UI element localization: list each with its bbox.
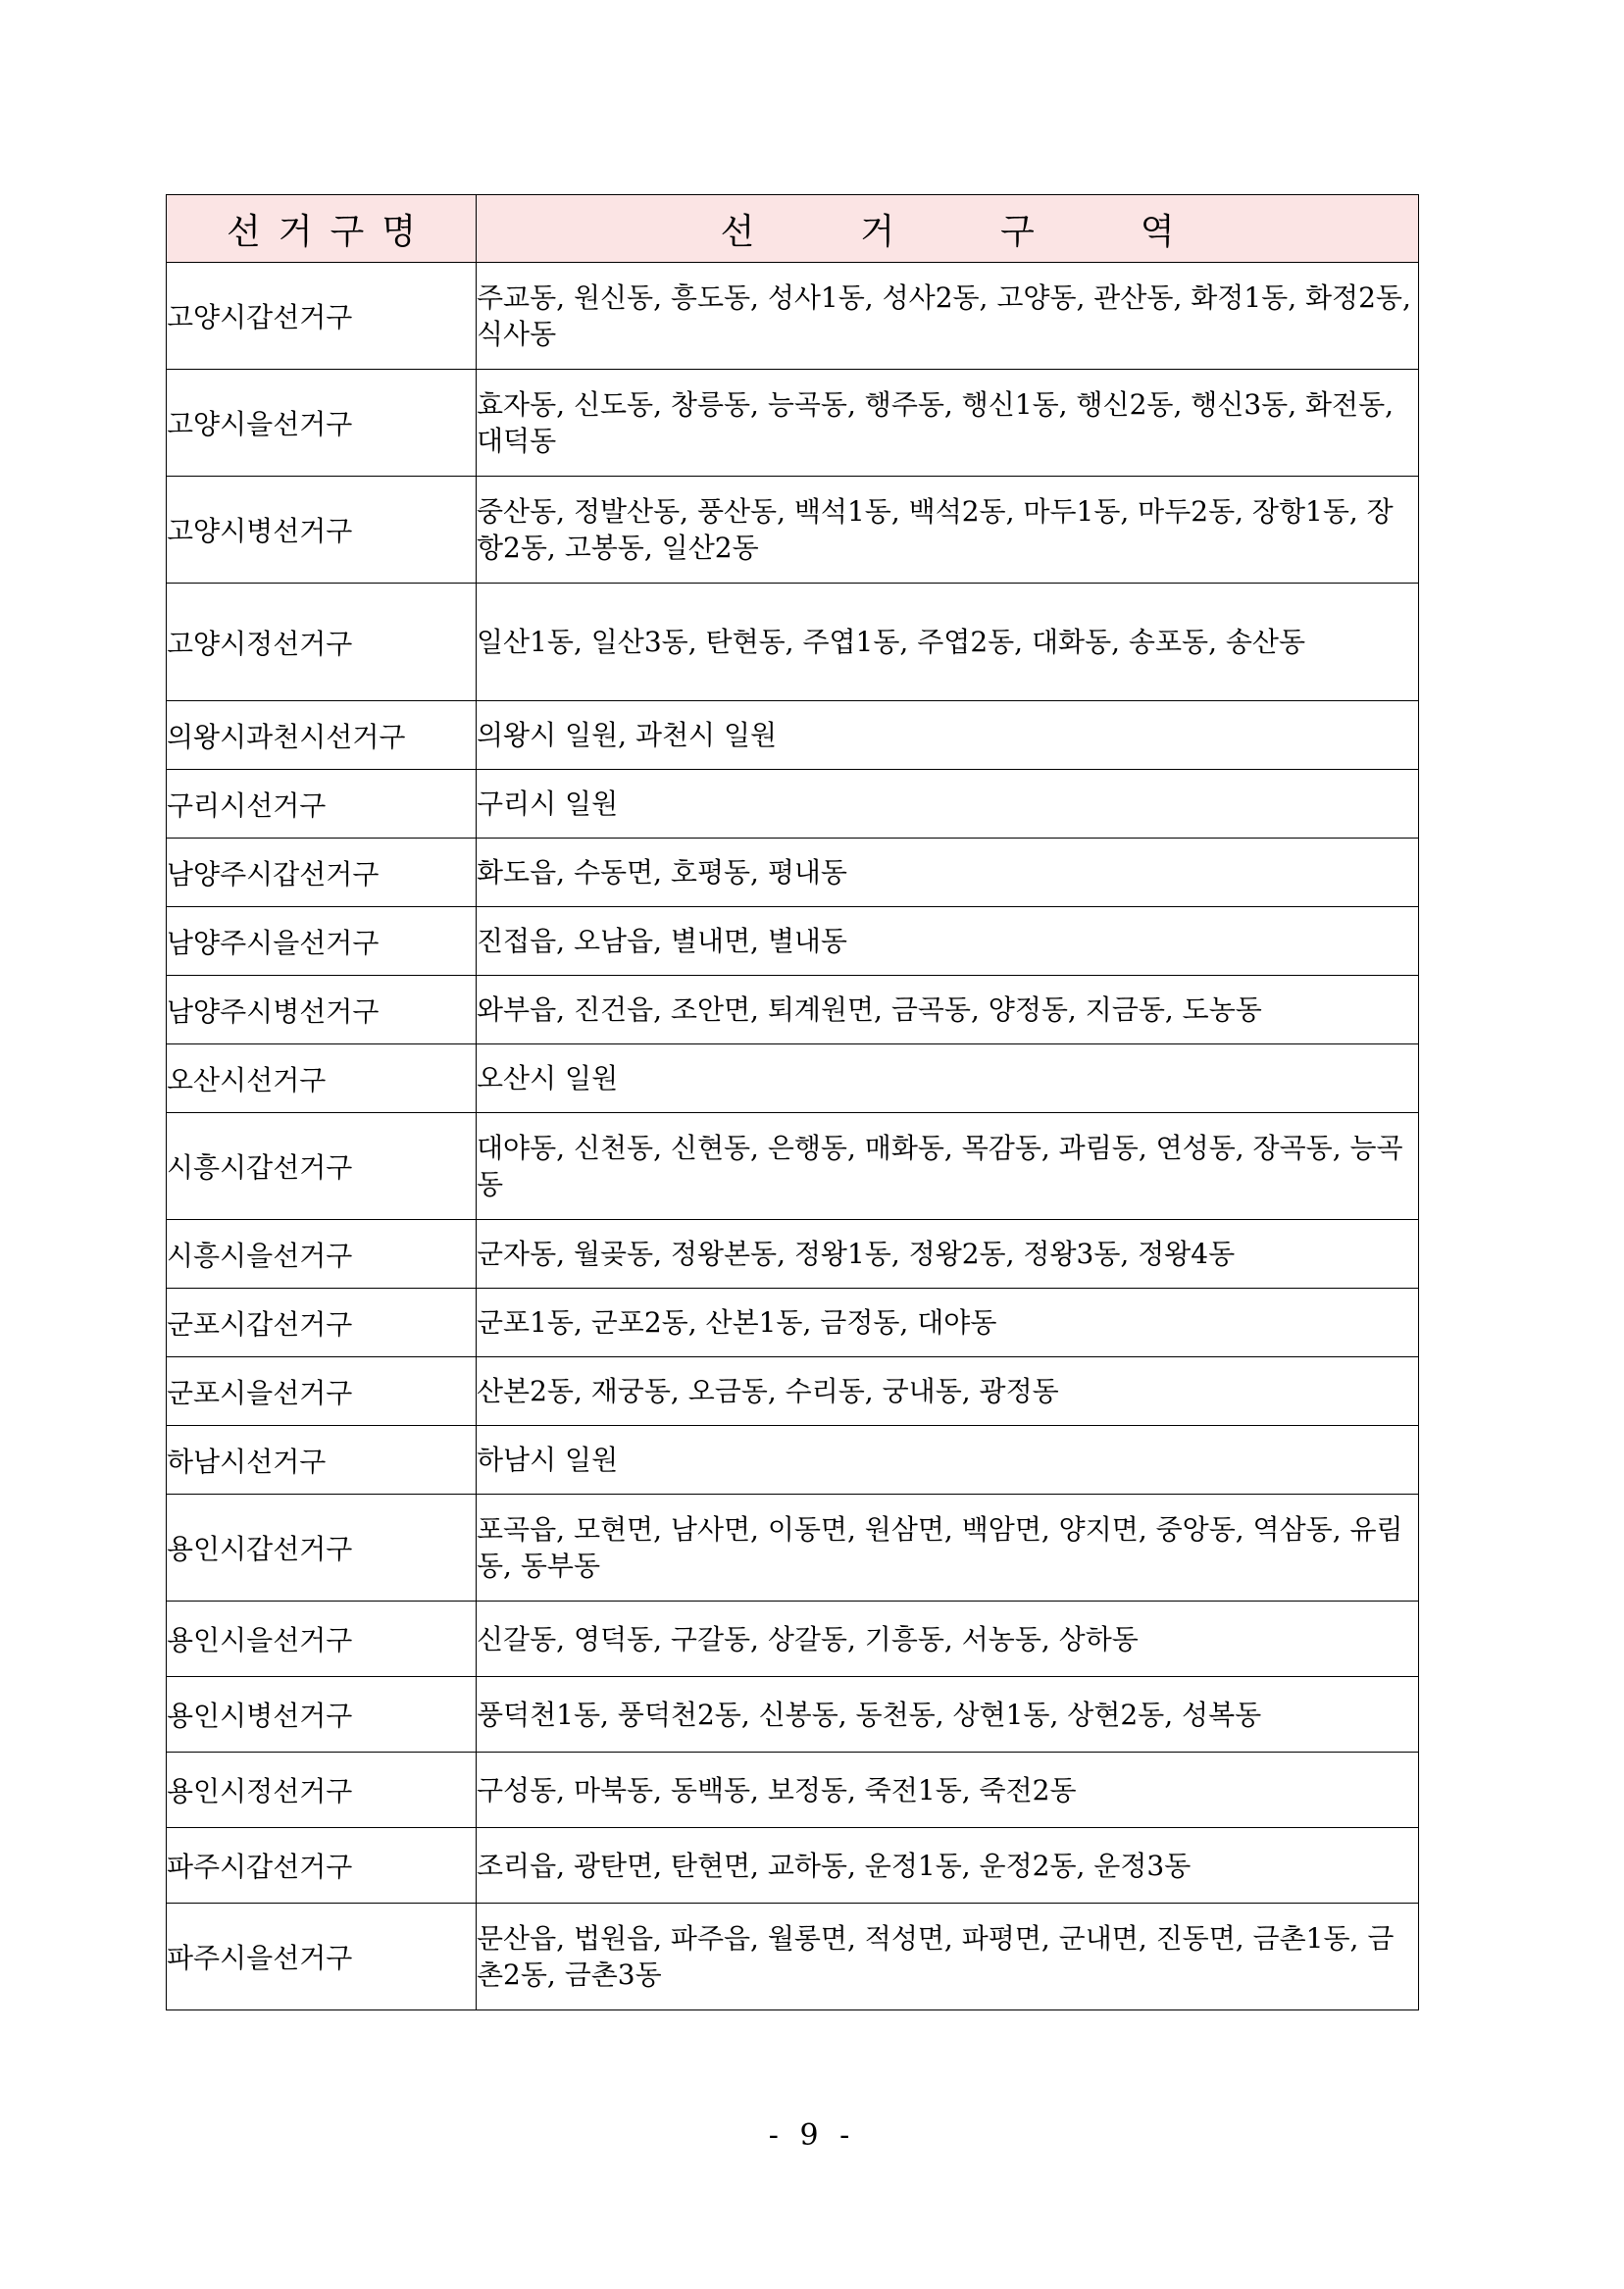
- district-area: 효자동, 신도동, 창릉동, 능곡동, 행주동, 행신1동, 행신2동, 행신3동, 화전동, 대덕동: [477, 370, 1419, 477]
- district-name: 남양주시을선거구: [167, 907, 477, 976]
- district-area: 일산1동, 일산3동, 탄현동, 주엽1동, 주엽2동, 대화동, 송포동, 송산동: [477, 584, 1419, 701]
- district-area: 와부읍, 진건읍, 조안면, 퇴계원면, 금곡동, 양정동, 지금동, 도농동: [477, 976, 1419, 1044]
- table-row: [167, 1753, 1419, 1828]
- table-row: [167, 770, 1419, 839]
- district-area: 화도읍, 수동면, 호평동, 평내동: [477, 839, 1419, 907]
- district-name: 용인시병선거구: [167, 1677, 477, 1753]
- district-area: 포곡읍, 모현면, 남사면, 이동면, 원삼면, 백암면, 양지면, 중앙동, 역삼동, 유림동, 동부동: [477, 1495, 1419, 1602]
- district-name: 용인시을선거구: [167, 1602, 477, 1677]
- table-row: [167, 1904, 1419, 2010]
- district-area: 진접읍, 오남읍, 별내면, 별내동: [477, 907, 1419, 976]
- table-row: [167, 370, 1419, 477]
- table-row: [167, 1357, 1419, 1426]
- district-area: 문산읍, 법원읍, 파주읍, 월롱면, 적성면, 파평면, 군내면, 진동면, 금촌1동, 금촌2동, 금촌3동: [477, 1904, 1419, 2010]
- district-area: 대야동, 신천동, 신현동, 은행동, 매화동, 목감동, 과림동, 연성동, 장곡동, 능곡동: [477, 1113, 1419, 1220]
- district-name: 고양시병선거구: [167, 477, 477, 584]
- table-row: [167, 701, 1419, 770]
- district-area: 구리시 일원: [477, 770, 1419, 839]
- table-row: [167, 477, 1419, 584]
- table-row: [167, 263, 1419, 370]
- header-district-area: 선거구역: [477, 195, 1419, 263]
- table-row: [167, 1828, 1419, 1904]
- district-name: 의왕시과천시선거구: [167, 701, 477, 770]
- district-area: 조리읍, 광탄면, 탄현면, 교하동, 운정1동, 운정2동, 운정3동: [477, 1828, 1419, 1904]
- district-name: 고양시을선거구: [167, 370, 477, 477]
- district-area: 산본2동, 재궁동, 오금동, 수리동, 궁내동, 광정동: [477, 1357, 1419, 1426]
- district-area: 풍덕천1동, 풍덕천2동, 신봉동, 동천동, 상현1동, 상현2동, 성복동: [477, 1677, 1419, 1753]
- district-name: 오산시선거구: [167, 1044, 477, 1113]
- district-name: 파주시을선거구: [167, 1904, 477, 2010]
- table-row: [167, 1220, 1419, 1289]
- table-row: [167, 907, 1419, 976]
- table-row: [167, 839, 1419, 907]
- district-name: 남양주시병선거구: [167, 976, 477, 1044]
- table-row: [167, 1677, 1419, 1753]
- table-row: [167, 1602, 1419, 1677]
- district-name: 파주시갑선거구: [167, 1828, 477, 1904]
- page-number: - 9 -: [768, 2118, 856, 2153]
- header-district-name: 선거구명: [167, 195, 477, 263]
- table-row: [167, 1495, 1419, 1602]
- table-row: [167, 1289, 1419, 1357]
- district-area: 오산시 일원: [477, 1044, 1419, 1113]
- district-area: 하남시 일원: [477, 1426, 1419, 1495]
- district-name: 군포시을선거구: [167, 1357, 477, 1426]
- district-name: 구리시선거구: [167, 770, 477, 839]
- district-area: 주교동, 원신동, 흥도동, 성사1동, 성사2동, 고양동, 관산동, 화정1동, 화정2동, 식사동: [477, 263, 1419, 370]
- table-row: [167, 584, 1419, 701]
- district-name: 용인시정선거구: [167, 1753, 477, 1828]
- table-row: [167, 1044, 1419, 1113]
- table-header-row: [167, 195, 1419, 263]
- district-name: 고양시갑선거구: [167, 263, 477, 370]
- district-area: 의왕시 일원, 과천시 일원: [477, 701, 1419, 770]
- table-row: [167, 1113, 1419, 1220]
- district-area: 구성동, 마북동, 동백동, 보정동, 죽전1동, 죽전2동: [477, 1753, 1419, 1828]
- district-name: 시흥시을선거구: [167, 1220, 477, 1289]
- district-name: 고양시정선거구: [167, 584, 477, 701]
- district-name: 시흥시갑선거구: [167, 1113, 477, 1220]
- district-area: 신갈동, 영덕동, 구갈동, 상갈동, 기흥동, 서농동, 상하동: [477, 1602, 1419, 1677]
- district-name: 하남시선거구: [167, 1426, 477, 1495]
- table-row: [167, 976, 1419, 1044]
- district-name: 군포시갑선거구: [167, 1289, 477, 1357]
- district-area: 군포1동, 군포2동, 산본1동, 금정동, 대야동: [477, 1289, 1419, 1357]
- table-row: [167, 1426, 1419, 1495]
- district-area: 중산동, 정발산동, 풍산동, 백석1동, 백석2동, 마두1동, 마두2동, 장항1동, 장항2동, 고봉동, 일산2동: [477, 477, 1419, 584]
- district-area: 군자동, 월곶동, 정왕본동, 정왕1동, 정왕2동, 정왕3동, 정왕4동: [477, 1220, 1419, 1289]
- district-name: 남양주시갑선거구: [167, 839, 477, 907]
- district-name: 용인시갑선거구: [167, 1495, 477, 1602]
- election-district-table: [166, 194, 1419, 2010]
